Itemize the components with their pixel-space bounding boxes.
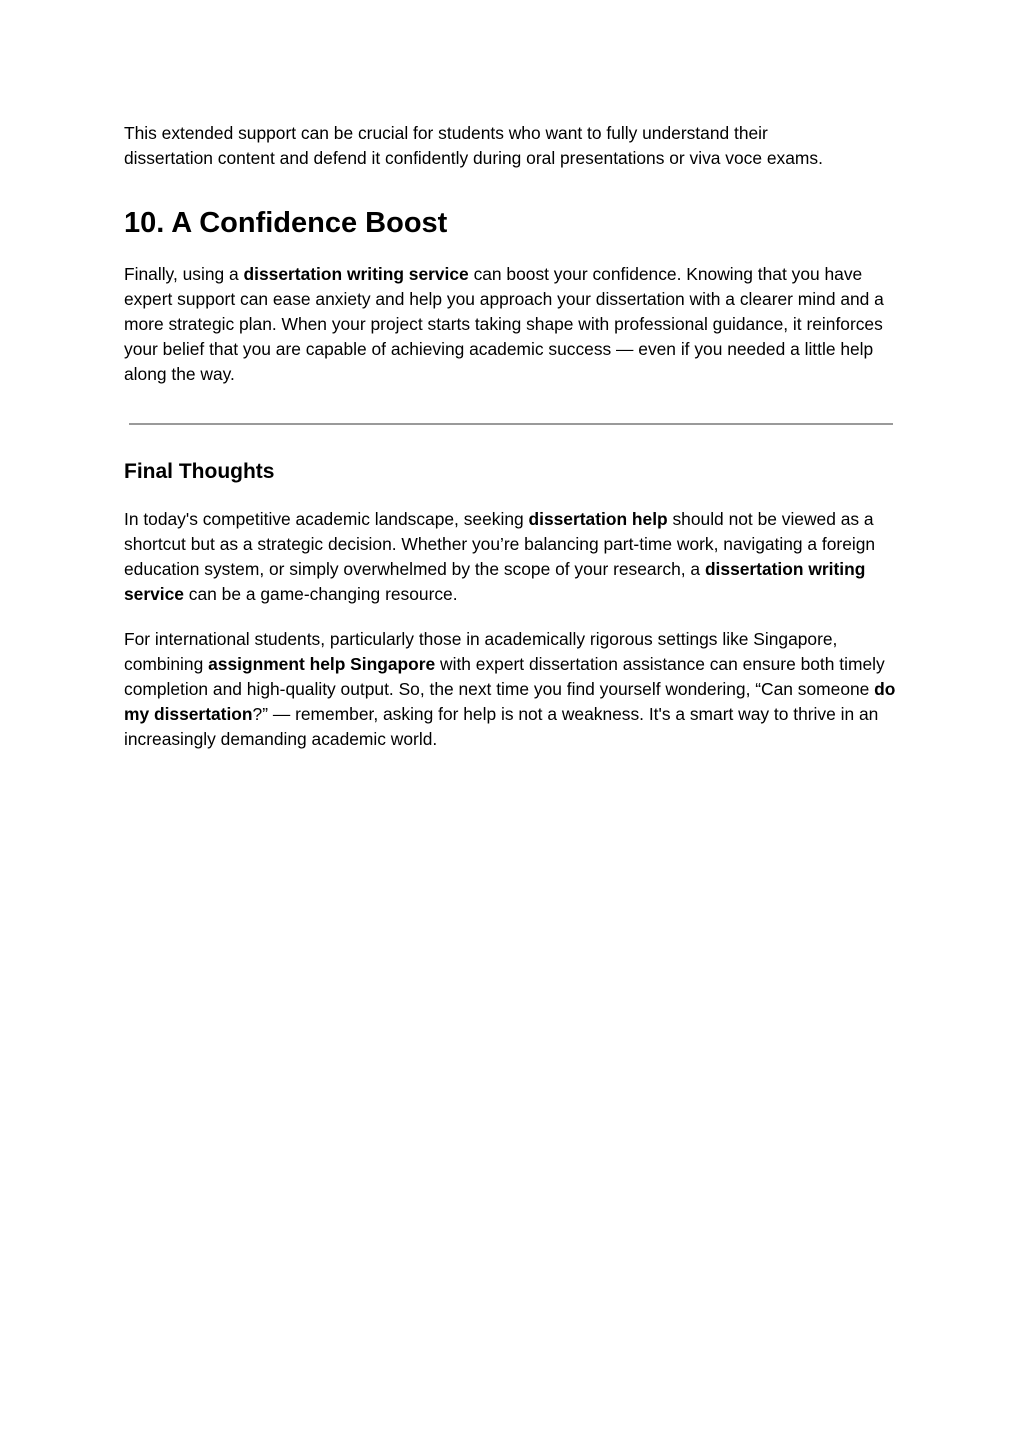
final-p2-text-a: For international students, particularly those in academically rigorous settings like Singapore, combining	[124, 629, 838, 674]
final-thoughts-paragraph-2	[124, 627, 904, 752]
final-p1-bold-writing-service: dissertation writing service	[124, 559, 866, 604]
final-p2-bold-do-my-dissertation: do my dissertation	[124, 679, 896, 724]
final-p2-text-c: with expert dissertation assistance can ensure both timely completion and high-quality output. So, the next time you find yourself wondering, “Can someone	[124, 654, 885, 699]
section-heading-final-thoughts: Final Thoughts	[124, 460, 275, 483]
confidence-bold-term: dissertation writing service	[243, 264, 469, 284]
intro-line-1: This extended support can be crucial for students who want to fully understand their	[124, 123, 768, 143]
final-p1-text-a: In today's competitive academic landscape, seeking	[124, 509, 529, 529]
final-thoughts-paragraph-1	[124, 507, 904, 607]
confidence-text-end: can boost your confidence. Knowing that you have expert support can ease anxiety and help you approach your dissertation with a clearer mind and a more strategic plan. When your project starts taking shape with professional guidance, it reinforces your belief that you are capable of achieving academic success — even if you needed a little help along the way.	[124, 264, 884, 384]
confidence-paragraph	[124, 262, 904, 387]
document-page	[124, 121, 904, 749]
final-p1-text-c: should not be viewed as a shortcut but as a strategic decision. Whether you’re balancing part-time work, navigating a foreign education system, or simply overwhelmed by the scope of your research, a	[124, 509, 876, 579]
final-p1-bold-dissertation-help: dissertation help	[528, 509, 668, 529]
final-p2-bold-assignment-help: assignment help Singapore	[208, 654, 436, 674]
confidence-text-start: Finally, using a	[124, 264, 244, 284]
section-heading-confidence-boost: 10. A Confidence Boost	[124, 207, 448, 239]
intro-line-2: dissertation content and defend it confidently during oral presentations or viva voce exams.	[124, 148, 823, 168]
final-p2-text-e: ?” — remember, asking for help is not a weakness. It's a smart way to thrive in an increasingly demanding academic world.	[124, 704, 879, 749]
final-p1-text-e: can be a game-changing resource.	[183, 584, 458, 604]
intro-paragraph	[124, 121, 904, 171]
horizontal-divider	[129, 423, 893, 425]
